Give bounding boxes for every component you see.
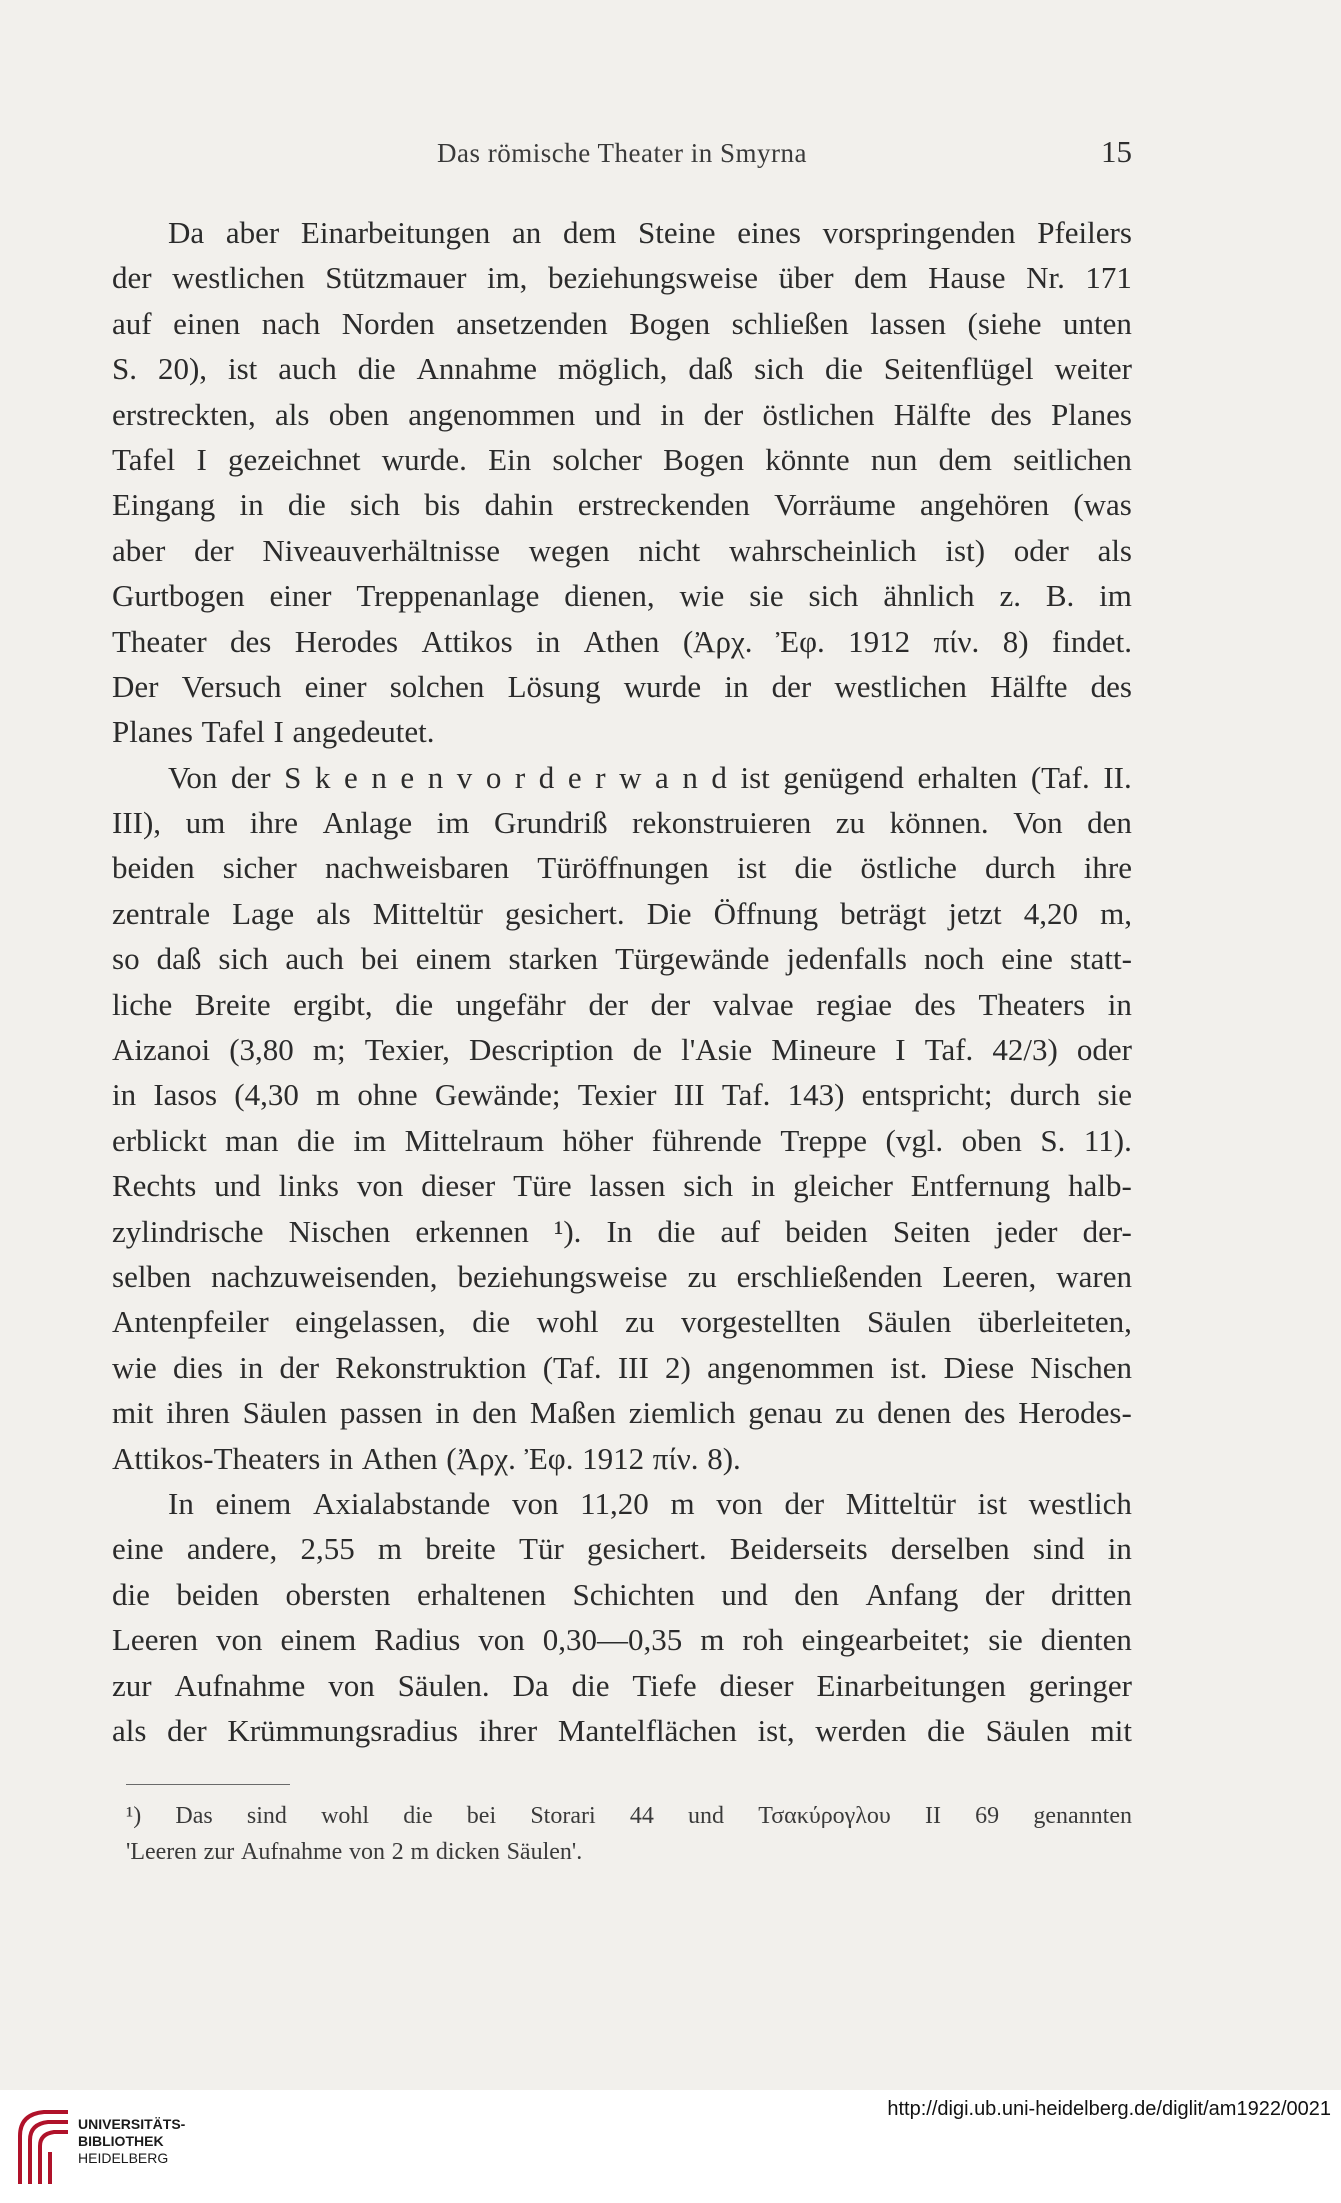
body-text [112,210,1132,1753]
footnote-line: 'Leeren zur Aufnahme von 2 m dicken Säulen'. [126,1839,583,1865]
body-line: Rechts und links von dieser Türe lassen sich in gleicher Entfernung halb- [112,1168,1132,1204]
library-logo-icon [14,2106,74,2188]
source-url[interactable]: http://digi.ub.uni-heidelberg.de/diglit/am1922/0021 [887,2098,1331,2120]
body-line: Tafel I gezeichnet wurde. Ein solcher Bogen könnte nun dem seitlichen [112,441,1132,477]
library-name-line2: BIBLIOTHEK [78,2133,164,2149]
body-line: Aizanoi (3,80 m; Texier, Description de l'Asie Mineure I Taf. 42/3) oder [112,1032,1132,1068]
body-line: beiden sicher nachweisbaren Türöffnungen ist die östliche durch ihre [112,850,1132,886]
body-line: mit ihren Säulen passen in den Maßen ziemlich genau zu denen des Herodes- [112,1395,1132,1431]
library-name [78,2116,185,2167]
body-line: die beiden obersten erhaltenen Schichten und den Anfang der dritten [112,1576,1132,1612]
body-line: S. 20), ist auch die Annahme möglich, daß sich die Seitenflügel weiter [112,351,1132,387]
body-line: Planes Tafel I angedeutet. [112,714,435,750]
body-line: in Iasos (4,30 m ohne Gewände; Texier III Taf. 143) entspricht; durch sie [112,1077,1132,1113]
body-line: III), um ihre Anlage im Grundriß rekonstruieren zu können. Von den [112,805,1132,841]
running-title: Das römische Theater in Smyrna [437,138,807,168]
running-head [112,134,1132,178]
body-line: Von der S k e n e n v o r d e r w a n d ist genügend erhalten (Taf. II. [168,759,1132,795]
body-line: Attikos-Theaters in Athen (Ἀρχ. Ἐφ. 1912 πίν. 8). [112,1440,741,1476]
body-line: aber der Niveauverhältnisse wegen nicht wahrscheinlich ist) oder als [112,532,1132,568]
library-city: HEIDELBERG [78,2150,169,2166]
footnote [126,1798,1132,1870]
body-line: erblickt man die im Mittelraum höher führende Treppe (vgl. oben S. 11). [112,1122,1132,1158]
body-line: Der Versuch einer solchen Lösung wurde in der westlichen Hälfte des [112,668,1132,704]
body-line: selben nachzuweisenden, beziehungsweise zu erschließenden Leeren, waren [112,1258,1132,1294]
body-line: auf einen nach Norden ansetzenden Bogen schließen lassen (siehe unten [112,305,1132,341]
page-number: 15 [1101,134,1132,169]
body-line: zylindrische Nischen erkennen ¹). In die auf beiden Seiten jeder der- [112,1213,1132,1249]
body-line: Antenpfeiler eingelassen, die wohl zu vorgestellten Säulen überleiteten, [112,1304,1132,1340]
body-line: zentrale Lage als Mitteltür gesichert. Die Öffnung beträgt jetzt 4,20 m, [112,895,1132,931]
library-name-line1: UNIVERSITÄTS- [78,2116,186,2132]
body-line: erstreckten, als oben angenommen und in der östlichen Hälfte des Planes [112,396,1132,432]
body-line: zur Aufnahme von Säulen. Da die Tiefe dieser Einarbeitungen geringer [112,1667,1132,1703]
body-line: liche Breite ergibt, die ungefähr der der valvae regiae des Theaters in [112,986,1132,1022]
footnote-line: ¹) Das sind wohl die bei Storari 44 und Τσακύρογλου II 69 genannten [126,1803,1132,1829]
footnote-divider [126,1784,290,1785]
body-line: eine andere, 2,55 m breite Tür gesichert. Beiderseits derselben sind in [112,1531,1132,1567]
body-line: Theater des Herodes Attikos in Athen (Ἀρχ. Ἐφ. 1912 πίν. 8) findet. [112,623,1132,659]
body-line: In einem Axialabstande von 11,20 m von der Mitteltür ist westlich [168,1485,1132,1521]
body-line: der westlichen Stützmauer im, beziehungsweise über dem Hause Nr. 171 [112,260,1132,296]
body-line: Leeren von einem Radius von 0,30—0,35 m roh eingearbeitet; sie dienten [112,1622,1132,1658]
body-line: Eingang in die sich bis dahin erstreckenden Vorräume angehören (was [112,487,1132,523]
body-line: so daß sich auch bei einem starken Türgewände jedenfalls noch eine statt- [112,941,1132,977]
body-line: wie dies in der Rekonstruktion (Taf. III 2) angenommen ist. Diese Nischen [112,1349,1132,1385]
body-line: als der Krümmungsradius ihrer Mantelflächen ist, werden die Säulen mit [112,1712,1132,1748]
body-line: Da aber Einarbeitungen an dem Steine eines vorspringenden Pfeilers [168,215,1132,250]
body-line: Gurtbogen einer Treppenanlage dienen, wie sie sich ähnlich z. B. im [112,578,1132,614]
